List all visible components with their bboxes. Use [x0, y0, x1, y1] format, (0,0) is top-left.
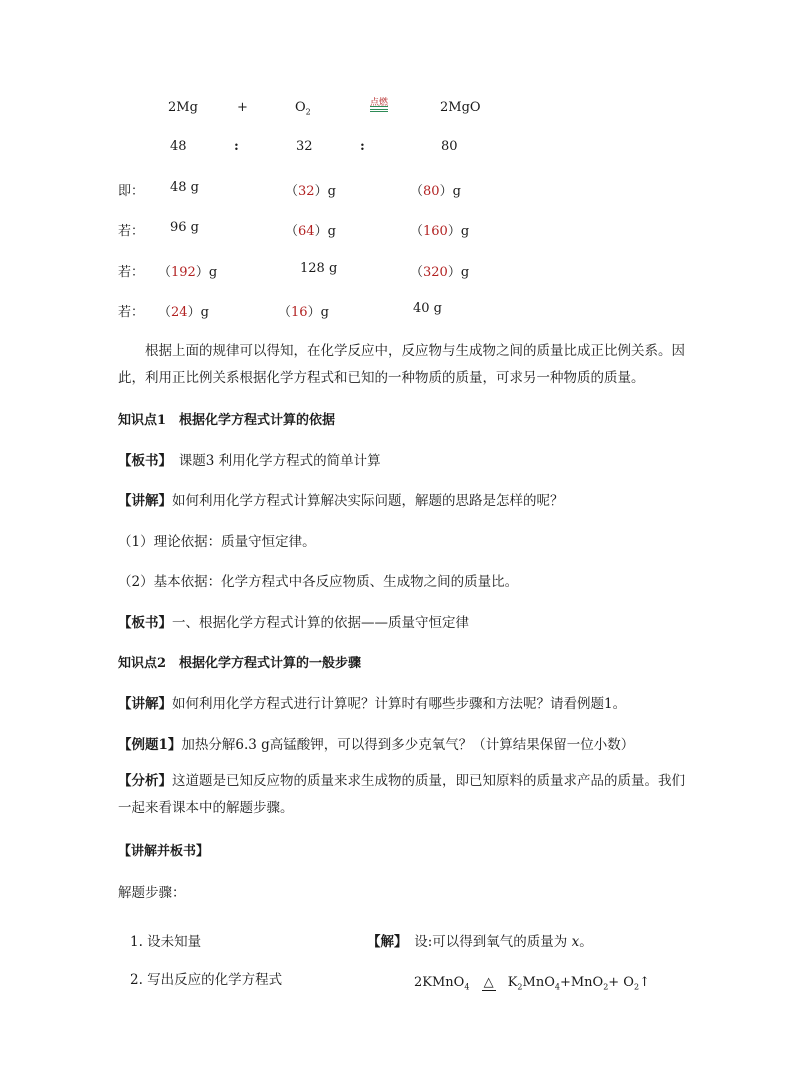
mass-value: 48 g [170, 180, 199, 195]
mass-blank: （160）g [410, 224, 470, 239]
basis-theory: （1）理论依据：质量守恒定律。 [118, 534, 316, 550]
mass-ratio-mgo: 80 [441, 139, 458, 154]
row-lead: 若： [118, 224, 145, 239]
steps-title: 解题步骤： [118, 885, 186, 901]
mass-blank: （192）g [158, 265, 218, 280]
mass-ratio-mg: 48 [170, 139, 187, 154]
mass-value: 96 g [170, 220, 199, 235]
lecture-note-1: 【讲解】如何利用化学方程式计算解决实际问题，解题的思路是怎样的呢？ [118, 493, 564, 509]
lecture-board-heading: 【讲解并板书】 [118, 844, 210, 859]
mass-blank: （32）g [285, 184, 336, 199]
ratio-colon: : [234, 139, 239, 154]
knowledge-point-2: 知识点2 根据化学方程式计算的一般步骤 [118, 656, 362, 671]
kmno4-equation: 2KMnO$_4$ △ $K_2MnO_4+MnO_2+$ $O_2↑$ [414, 975, 650, 992]
explanation-paragraph: 根据上面的规律可以得知，在化学反应中，反应物与生成物之间的质量比成正比例关系。因此，利用正比例关系根据化学方程式和已知的一种物质的质量，可求另一种物质的质量。 [118, 343, 685, 386]
reaction-condition: 点燃 [370, 95, 388, 112]
row-lead: 若： [118, 305, 145, 320]
mass-value: 128 g [300, 261, 338, 276]
knowledge-point-1: 知识点1 根据化学方程式计算的依据 [118, 413, 336, 428]
basis-basic: （2）基本依据：化学方程式中各反应物质、生成物之间的质量比。 [118, 574, 519, 590]
mass-blank: （80）g [410, 184, 461, 199]
solution-line: 【解】 设:可以得到氧气的质量为 x。 [367, 934, 593, 950]
mass-blank: （24）g [158, 305, 209, 320]
ratio-colon: : [360, 139, 365, 154]
example-1: 【例题1】加热分解6.3 g高锰酸钾，可以得到多少克氧气？（计算结果保留一位小数） [118, 737, 635, 753]
mass-blank: （320）g [410, 265, 470, 280]
product-mgo: 2MgO [440, 100, 481, 115]
mass-blank: （64）g [285, 224, 336, 239]
step-2: 2. 写出反应的化学方程式 [130, 972, 283, 988]
board-note-2: 【板书】一、根据化学方程式计算的依据——质量守恒定律 [118, 615, 469, 631]
plus-sign: + [237, 100, 248, 115]
analysis-note: 【分析】这道题是已知反应物的质量来求生成物的质量，即已知原料的质量求产品的质量。我们一起来看课本中的解题步骤。 [118, 773, 685, 816]
mass-value: 40 g [413, 301, 442, 316]
row-lead: 即： [118, 184, 145, 199]
mass-blank: （16）g [278, 305, 329, 320]
mass-ratio-o2: 32 [296, 139, 313, 154]
reactant-mg: 2Mg [168, 100, 198, 115]
row-lead: 若： [118, 265, 145, 280]
heat-condition: △ [483, 975, 494, 990]
lecture-note-2: 【讲解】如何利用化学方程式进行计算呢？计算时有哪些步骤和方法呢？请看例题1。 [118, 696, 627, 712]
step-1: 1. 设未知量 [130, 934, 202, 950]
board-note-1: 【板书】 课题3 利用化学方程式的简单计算 [118, 453, 381, 469]
reactant-o2: $O_2$ [295, 100, 311, 117]
